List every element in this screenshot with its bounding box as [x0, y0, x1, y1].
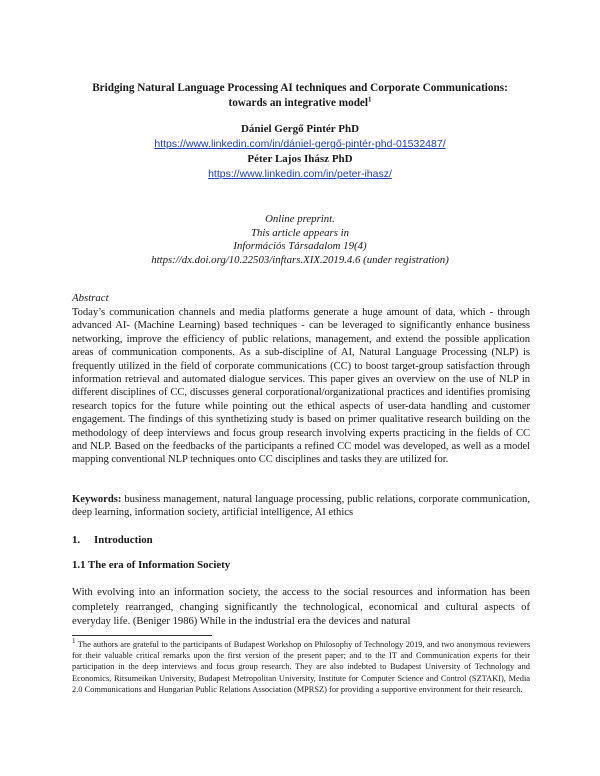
body-paragraph: With evolving into an information society, the access to the social resources and information has been completely rearranged, changing significantly the technological, economical and cultural aspects of everyday life. (Beniger 1986) While in the industrial era the devices and natural: [72, 587, 530, 628]
keywords-label: Keywords:: [72, 494, 122, 505]
footnote-text: The authors are grateful to the participants of Budapest Workshop on Philosophy of Technology 2019, and two anonymous reviewers for their valuable critical remarks upon the first version of the present paper; and to the IT and Communication experts for their participation in the deep interviews and focus group research. They are also indebted to Budapest University of Technology and Economics, Ritsumeikan University, Budapest Metropolitan University, Institute for Computer Science and Control (SZTAKI), Media 2.0 Communications and Hungarian Public Relations Association (MPRSZ) for providing a supportive environment for their research.: [72, 640, 530, 694]
title-footnote-marker[interactable]: 1: [368, 95, 372, 104]
section-heading: [72, 534, 153, 546]
footnote: [72, 639, 530, 695]
paper-title: [40, 81, 560, 111]
keywords-paragraph: [72, 493, 530, 520]
title-line-2: towards an integrative model: [228, 97, 369, 109]
author-name-2: Péter Lajos Ihász PhD: [247, 153, 353, 165]
footnote-marker: 1: [72, 637, 76, 646]
section-title: Introduction: [94, 534, 153, 546]
preprint-journal: Információs Társadalom 19(4): [233, 240, 367, 253]
preprint-line-2: This article appears in: [250, 226, 350, 239]
author-block: [40, 122, 560, 182]
subsection-heading: 1.1 The era of Information Society: [72, 559, 231, 571]
abstract-heading: Abstract: [72, 292, 109, 304]
footnote-divider: [72, 635, 212, 636]
title-line-1: Bridging Natural Language Processing AI techniques and Corporate Communications:: [92, 82, 508, 94]
preprint-doi: https://dx.doi.org/10.22503/inftars.XIX.2019.4.6 (under registration): [151, 253, 449, 266]
keywords-text: business management, natural language processing, public relations, corporate communication, deep learning, information society, artificial intelligence, AI ethics: [72, 494, 530, 519]
preprint-notice: [40, 213, 560, 267]
preprint-line-1: Online preprint.: [265, 213, 335, 225]
author-link-1[interactable]: https://www.linkedin.com/in/dániel-gergő-pintér-phd-01532487/: [154, 138, 446, 150]
section-number: 1.: [72, 534, 81, 546]
abstract-text: Today’s communication channels and media platforms generate a huge amount of data, which - through advanced AI- (Machine Learning) based techniques - can be leveraged to significantly enhance business networking, improve the efficiency of public relations, management, and extend the possible application areas of communication components. As a sub-discipline of AI, Natural Language Processing (NLP) is frequently utilized in the field of corporate communications (CC) to boost target-group satisfaction through information retrieval and automated dialogue services. This paper gives an overview on the use of NLP in different disciplines of CC, discusses general corporational/organizational practices and identifies promising research topics for the future while pointing out the ethical aspects of user-data handling and customer engagement. The findings of this synthetizing study is based on primer qualitative research building on the methodology of deep interviews and focus group research involving experts practicing in the fields of CC and NLP. Based on the feedbacks of the participants a refined CC model was developed, as well as a model mapping conventional NLP techniques onto CC disciplines and tasks they are utilized for.: [72, 307, 530, 466]
author-name-1: Dániel Gergő Pintér PhD: [240, 123, 360, 135]
author-link-2[interactable]: https://www.linkedin.com/in/peter-ihasz/: [208, 168, 392, 180]
